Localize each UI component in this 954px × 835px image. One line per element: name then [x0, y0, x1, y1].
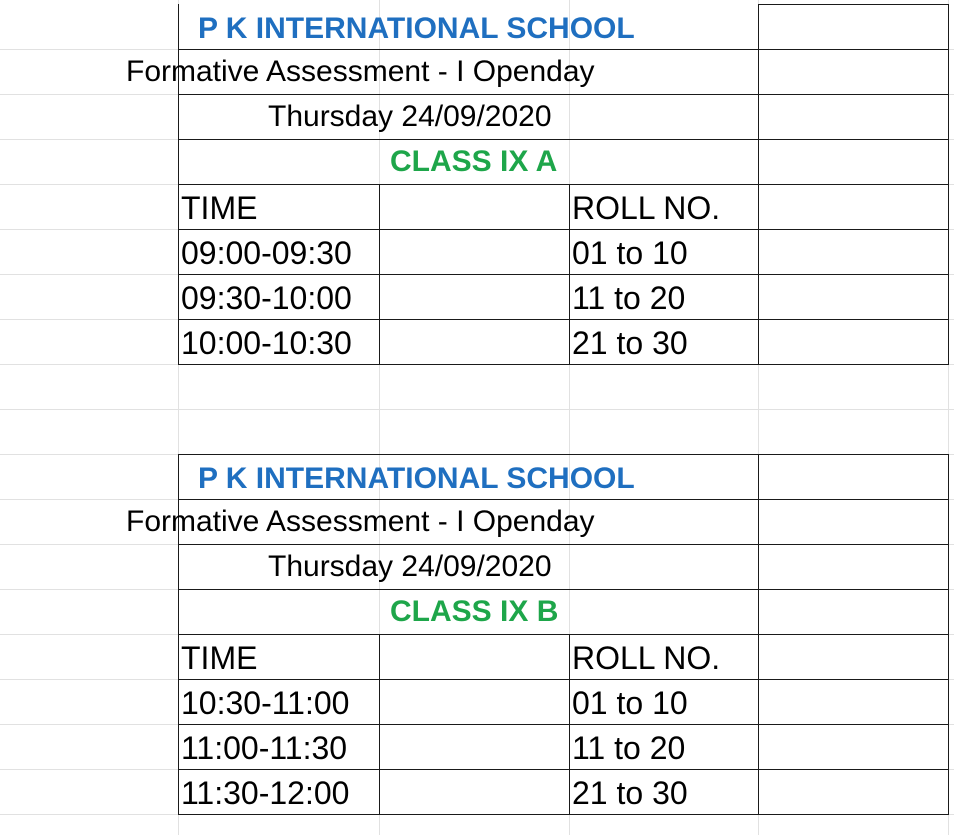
roll-cell: 01 to 10 — [572, 235, 688, 271]
cell-border — [178, 814, 949, 815]
cell-border — [178, 49, 949, 50]
cell-border — [178, 139, 949, 140]
cell-border — [178, 274, 949, 275]
assessment-title: Formative Assessment - I Openday — [126, 55, 595, 88]
assessment-date: Thursday 24/09/2020 — [268, 550, 552, 583]
cell-border — [178, 454, 949, 455]
school-title: P K INTERNATIONAL SCHOOL — [198, 12, 635, 45]
time-cell: 11:30-12:00 — [181, 775, 350, 811]
cell-border — [178, 634, 949, 635]
roll-cell: 21 to 30 — [572, 325, 688, 361]
cell-border — [178, 364, 949, 365]
time-cell: 09:00-09:30 — [181, 235, 352, 271]
time-column-header: TIME — [181, 640, 258, 676]
class-title: CLASS IX B — [390, 595, 559, 628]
cell-border — [178, 589, 949, 590]
assessment-date: Thursday 24/09/2020 — [268, 100, 552, 133]
cell-border — [178, 319, 949, 320]
cell-border — [758, 4, 949, 5]
roll-column-header: ROLL NO. — [572, 190, 721, 226]
gridline — [0, 409, 954, 410]
roll-cell: 11 to 20 — [572, 280, 686, 316]
cell-border — [178, 679, 949, 680]
class-title: CLASS IX A — [390, 145, 558, 178]
time-cell: 11:00-11:30 — [181, 730, 348, 766]
roll-cell: 11 to 20 — [572, 730, 686, 766]
roll-column-header: ROLL NO. — [572, 640, 721, 676]
cell-border — [178, 229, 949, 230]
school-title: P K INTERNATIONAL SCHOOL — [198, 462, 635, 495]
cell-border — [178, 769, 949, 770]
cell-border — [178, 94, 949, 95]
cell-border — [178, 184, 949, 185]
time-cell: 09:30-10:00 — [181, 280, 352, 316]
roll-cell: 21 to 30 — [572, 775, 688, 811]
time-cell: 10:30-11:00 — [181, 685, 350, 721]
time-cell: 10:00-10:30 — [181, 325, 352, 361]
roll-cell: 01 to 10 — [572, 685, 688, 721]
cell-border — [178, 544, 949, 545]
cell-border — [178, 724, 949, 725]
assessment-title: Formative Assessment - I Openday — [126, 505, 595, 538]
time-column-header: TIME — [181, 190, 258, 226]
cell-border — [178, 499, 949, 500]
